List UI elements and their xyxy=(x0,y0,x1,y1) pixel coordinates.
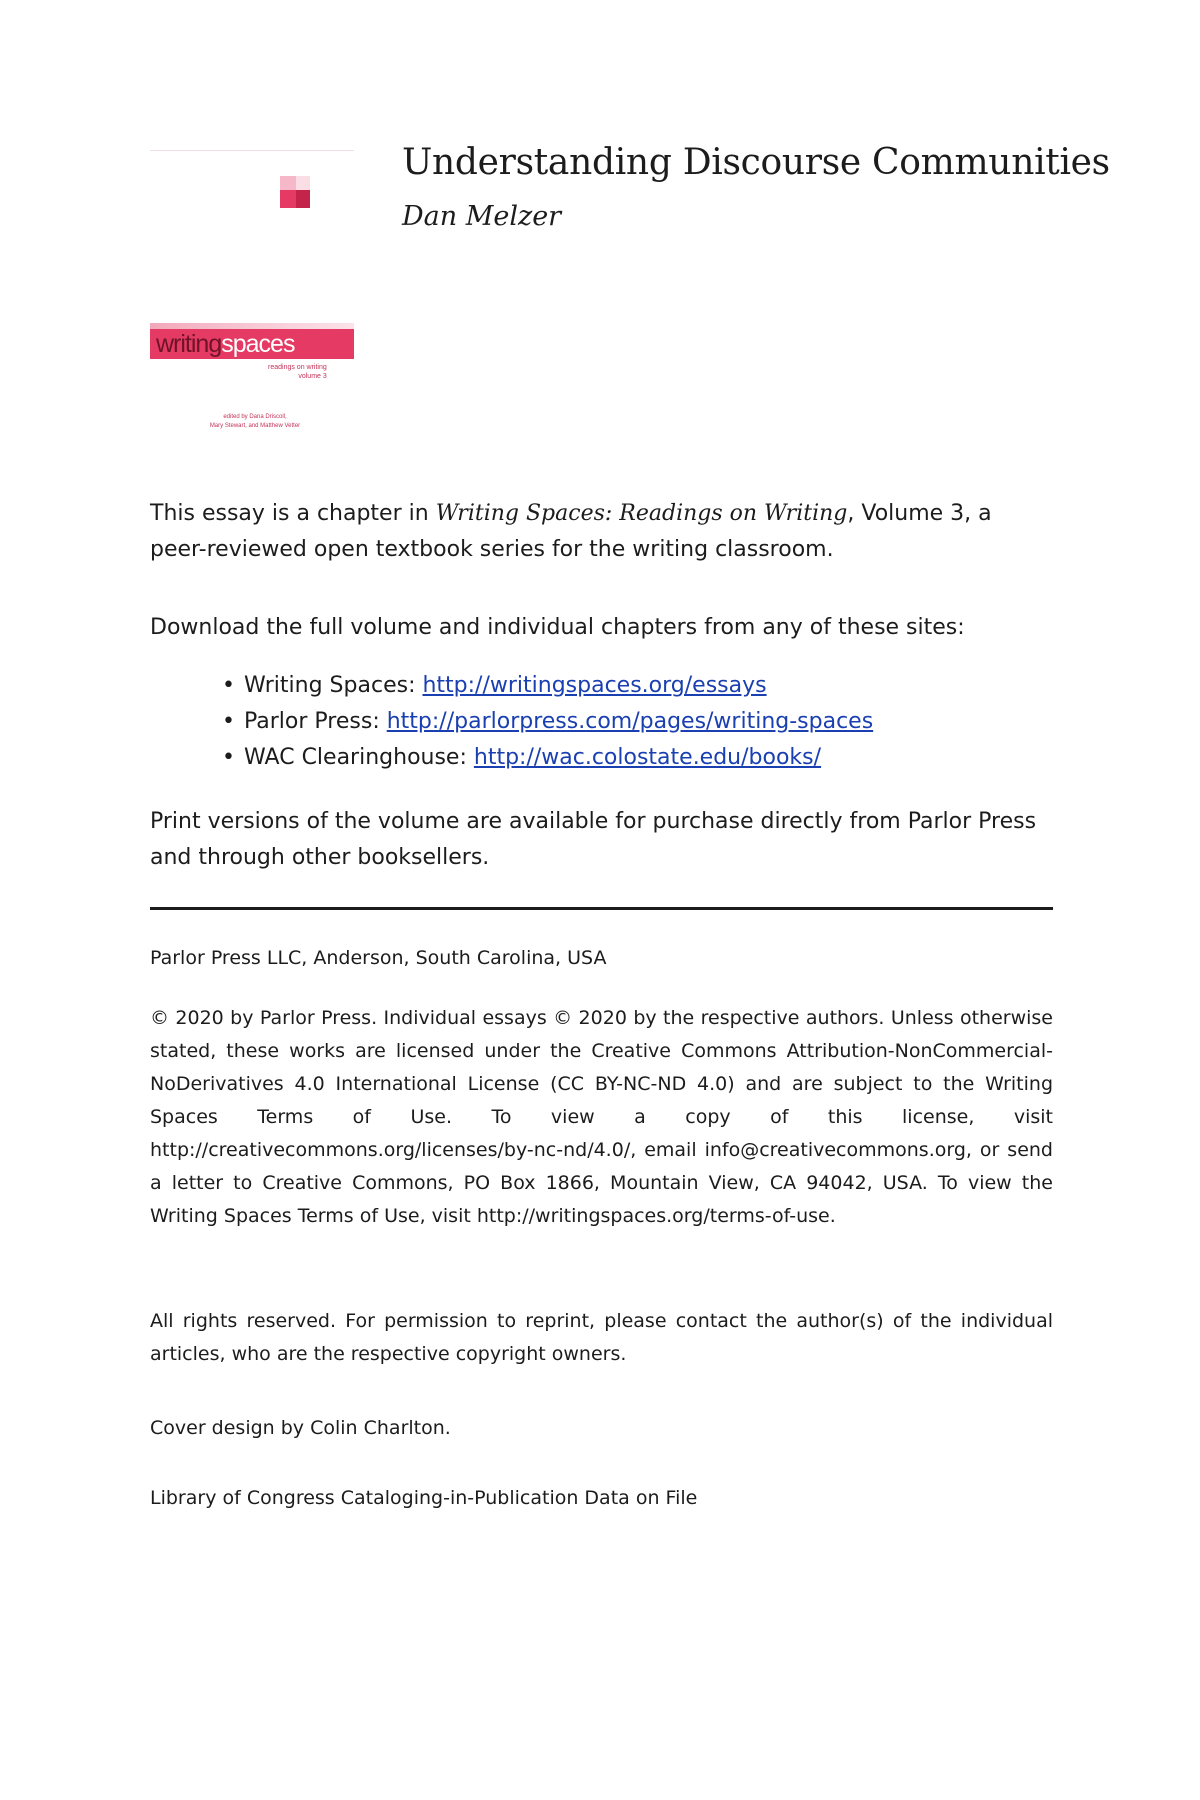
cover-square-red xyxy=(280,190,296,208)
cover-subtitle-line2: volume 3 xyxy=(298,373,327,380)
cover-square-dark xyxy=(296,190,310,208)
cover-title-writing: writing xyxy=(156,330,222,358)
book-cover-thumbnail xyxy=(150,150,354,441)
copyright-paragraph: © 2020 by Parlor Press. Individual essays © 2020 by the respective authors. Unless otherwise stated, these works are licensed under the Creative Commons Attribution-NonCommercial-NoDerivatives 4.0 International License (CC BY-NC-ND 4.0) and are subject to the Writing Spaces Terms of Use. To view a copy of this license, visit http://creativecommons.org/licenses/by-nc-nd/4.0/, email info@creativecommons.org, or send a letter to Creative Commons, PO Box 1866, Mountain View, CA 94042, USA. To view the Writing Spaces Terms of Use, visit http://writingspaces.org/terms-of-use. xyxy=(150,1007,1053,1227)
list-item xyxy=(222,704,1062,740)
cover-square-pale xyxy=(296,176,310,190)
list-item xyxy=(222,668,1062,704)
divider xyxy=(150,907,1053,910)
intro-book-title: Writing Spaces: Readings on Writing xyxy=(435,501,848,526)
link-label: Writing Spaces: xyxy=(244,673,423,698)
essay-author: Dan Melzer xyxy=(402,201,562,232)
intro-paragraph xyxy=(150,496,1055,568)
cover-editors-line1: edited by Dana Driscoll, xyxy=(223,414,287,420)
writing-spaces-link[interactable]: http://writingspaces.org/essays xyxy=(422,673,767,698)
bullet-icon: • xyxy=(222,673,235,698)
intro-after: , Volume 3, a peer-reviewed open textbook series for the writing classroom. xyxy=(150,501,992,562)
publisher-line: Parlor Press LLC, Anderson, South Carolina, USA xyxy=(150,947,607,969)
bullet-icon: • xyxy=(222,745,235,770)
download-links-list xyxy=(222,668,1062,776)
print-paragraph: Print versions of the volume are available for purchase directly from Parlor Press and through other booksellers. xyxy=(150,809,1037,870)
bullet-icon: • xyxy=(222,709,235,734)
cover-title-spaces: spaces xyxy=(221,330,295,358)
cover-editors xyxy=(190,413,320,431)
parlor-press-link[interactable]: http://parlorpress.com/pages/writing-spaces xyxy=(386,709,874,734)
wac-clearinghouse-link[interactable]: http://wac.colostate.edu/books/ xyxy=(473,745,822,770)
cover-subtitle-line1: readings on writing xyxy=(268,364,327,371)
link-label: WAC Clearinghouse: xyxy=(244,745,474,770)
cover-editors-line2: Mary Stewart, and Matthew Vetter xyxy=(209,423,301,429)
cover-design-credit: Cover design by Colin Charlton. xyxy=(150,1417,451,1439)
cover-subtitle xyxy=(268,363,327,381)
library-of-congress-line: Library of Congress Cataloging-in-Publication Data on File xyxy=(150,1487,698,1509)
intro-before: This essay is a chapter in xyxy=(150,501,436,526)
cover-series-title xyxy=(156,330,294,358)
essay-title: Understanding Discourse Communities xyxy=(402,142,1110,183)
link-label: Parlor Press: xyxy=(244,709,387,734)
download-paragraph: Download the full volume and individual chapters from any of these sites: xyxy=(150,615,965,640)
list-item xyxy=(222,740,1062,776)
rights-paragraph: All rights reserved. For permission to reprint, please contact the author(s) of the individual articles, who are the respective copyright owners. xyxy=(150,1310,1053,1365)
cover-square-light xyxy=(280,176,296,190)
